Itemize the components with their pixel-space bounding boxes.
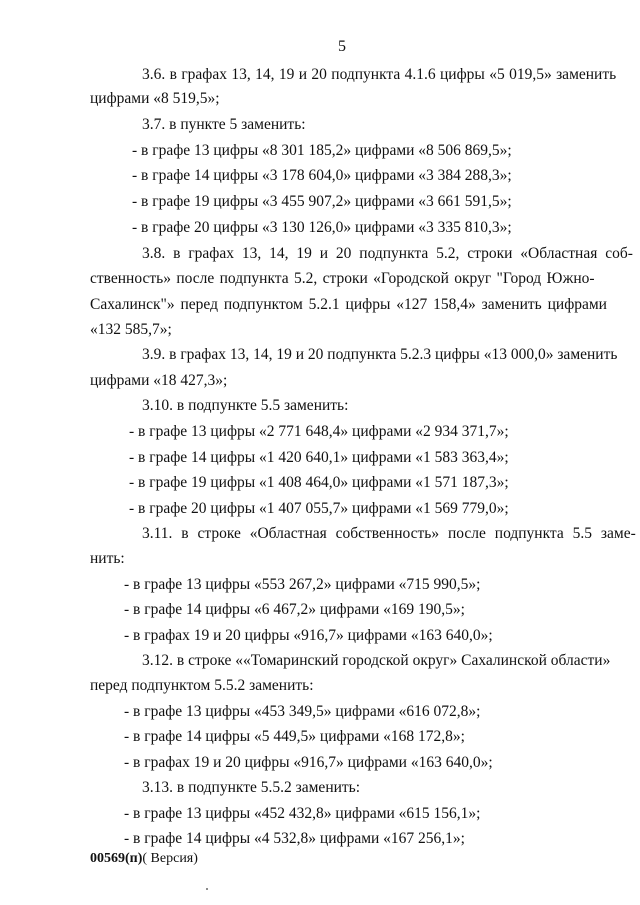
text-line: перед подпунктом 5.5.2 заменить:: [90, 677, 314, 694]
footer-version: ( Версия): [142, 851, 198, 866]
text-line: Сахалинск"» перед подпунктом 5.2.1 цифры «127 158,4» заменить цифрами: [90, 296, 607, 313]
list-item: - в графе 13 цифры «2 771 648,4» цифрами «2 934 371,7»;: [129, 423, 509, 440]
text-line: 3.8. в графах 13, 14, 19 и 20 подпункта 5.2, строки «Областная соб-: [142, 245, 633, 262]
list-item: - в графе 13 цифры «8 301 185,2» цифрами «8 506 869,5»;: [132, 142, 512, 159]
list-item: - в графе 14 цифры «4 532,8» цифрами «167 256,1»;: [124, 830, 465, 847]
list-item: - в графе 14 цифры «1 420 640,1» цифрами «1 583 363,4»;: [129, 449, 509, 466]
list-item: - в графе 19 цифры «3 455 907,2» цифрами «3 661 591,5»;: [132, 193, 512, 210]
page-number: 5: [338, 38, 346, 55]
text-line: 3.11. в строке «Областная собственность» после подпункта 5.5 заме-: [142, 525, 636, 542]
text-line: «132 585,7»;: [90, 321, 172, 338]
list-item: - в графах 19 и 20 цифры «916,7» цифрами «163 640,0»;: [124, 754, 493, 771]
list-item: - в графе 20 цифры «3 130 126,0» цифрами «3 335 810,3»;: [132, 219, 512, 236]
list-item: - в графе 20 цифры «1 407 055,7» цифрами «1 569 779,0»;: [129, 500, 509, 517]
text-line: 3.6. в графах 13, 14, 19 и 20 подпункта 4.1.6 цифры «5 019,5» заменить: [142, 66, 617, 83]
text-line: 3.9. в графах 13, 14, 19 и 20 подпункта 5.2.3 цифры «13 000,0» заменить: [142, 346, 618, 363]
text-line: 3.10. в подпункте 5.5 заменить:: [142, 397, 349, 414]
text-line: ственность» после подпункта 5.2, строки «Городской округ "Город Южно-: [90, 270, 595, 287]
footer-code: 00569(п): [90, 851, 143, 866]
list-item: - в графе 14 цифры «5 449,5» цифрами «168 172,8»;: [124, 728, 465, 745]
list-item: - в графе 13 цифры «553 267,2» цифрами «715 990,5»;: [124, 576, 481, 593]
text-line: 3.7. в пункте 5 заменить:: [142, 116, 306, 133]
text-line: 3.13. в подпункте 5.5.2 заменить:: [142, 779, 361, 796]
text-line: 3.12. в строке ««Томаринский городской округ» Сахалинской области»: [142, 652, 611, 669]
list-item: - в графе 14 цифры «6 467,2» цифрами «169 190,5»;: [124, 601, 465, 618]
list-item: - в графе 13 цифры «453 349,5» цифрами «616 072,8»;: [124, 703, 481, 720]
text-line: нить:: [90, 550, 125, 567]
list-item: - в графе 14 цифры «3 178 604,0» цифрами «3 384 288,3»;: [132, 167, 512, 184]
text-line: цифрами «18 427,3»;: [90, 372, 228, 389]
text-line: цифрами «8 519,5»;: [90, 90, 220, 107]
list-item: - в графе 13 цифры «452 432,8» цифрами «615 156,1»;: [124, 805, 481, 822]
scan-speck: [206, 888, 208, 890]
document-footer: [90, 851, 198, 867]
list-item: - в графе 19 цифры «1 408 464,0» цифрами «1 571 187,3»;: [129, 474, 509, 491]
list-item: - в графах 19 и 20 цифры «916,7» цифрами «163 640,0»;: [124, 627, 493, 644]
